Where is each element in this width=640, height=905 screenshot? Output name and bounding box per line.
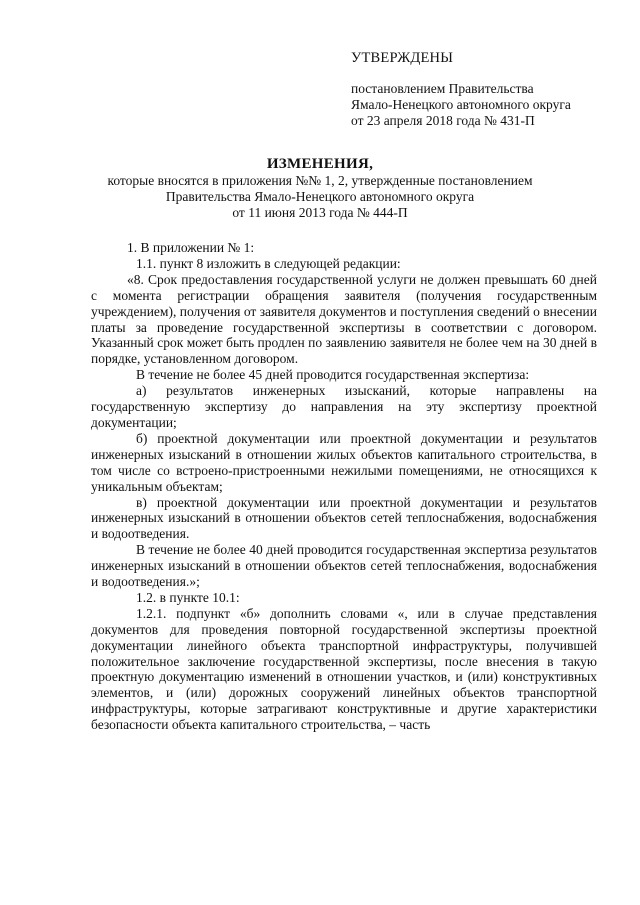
approval-block (351, 50, 621, 129)
paragraph-3: «8. Срок предоставления государственной услуги не должен превышать 60 дней с момента регистрации обращения заявителя (получения государственным учреждением), получения от заявителя документов и поступления сведений о внесении платы за проведение государственной экспертизы в соответствии с договором. Указанный срок может быть продлен по заявлению заявителя не более чем на 30 дней в порядке, установленном договором. (91, 271, 597, 367)
paragraph-9: 1.2. в пункте 10.1: (136, 589, 240, 605)
paragraph-7: в) проектной документации или проектной документации и результатов инженерных изысканий в отношении объектов сетей теплоснабжения, водоснабжения и водоотведения. (91, 494, 597, 542)
paragraph-8: В течение не более 40 дней проводится государственная экспертиза результатов инженерных изысканий в отношении объектов сетей теплоснабжения, водоснабжения и водоотведения.»; (91, 542, 597, 590)
paragraph-6: б) проектной документации или проектной документации и результатов инженерных изысканий в отношении жилых объектов капитального строительства, в том числе со встроено-пристроенными нежилыми помещениями, не относящихся к уникальным объектам; (91, 430, 597, 494)
heading-title: ИЗМЕНЕНИЯ, (266, 156, 374, 172)
approval-line-2: Ямало-Ненецкого автономного округа (351, 97, 571, 112)
paragraph-4: В течение не более 45 дней проводится государственная экспертиза: (136, 367, 530, 383)
approval-title: УТВЕРЖДЕНЫ (351, 50, 454, 66)
document-heading (90, 155, 550, 221)
heading-line-3: от 11 июня 2013 года № 444-П (232, 205, 408, 220)
paragraph-10: 1.2.1. подпункт «б» дополнить словами «, или в случае представления документов для проведения повторной государственной экспертизы проектной документации линейного объекта транспортной инфраструктуры, получившей положительное заключение государственной экспертизы, после внесения в такую проектную документацию изменений в отношении участков, и (или) конструктивных элементов, и (или) дорожных сооружений линейных объектов транспортной инфраструктуры, которые затрагивают конструктивные и другие характеристики безопасности объекта капитального строительства, – часть (91, 605, 597, 733)
heading-line-1: которые вносятся в приложения №№ 1, 2, утвержденные постановлением (107, 173, 533, 188)
approval-line-1: постановлением Правительства (351, 81, 534, 96)
document-body (91, 240, 597, 733)
paragraph-2: 1.1. пункт 8 изложить в следующей редакции: (136, 255, 401, 271)
paragraph-5: а) результатов инженерных изысканий, которые направлены на государственную экспертизу до направления на эту экспертизу проектной документации; (91, 383, 597, 430)
paragraph-1: 1. В приложении № 1: (127, 240, 255, 255)
heading-line-2: Правительства Ямало-Ненецкого автономного округа (165, 189, 475, 204)
approval-line-3: от 23 апреля 2018 года № 431-П (351, 113, 535, 128)
